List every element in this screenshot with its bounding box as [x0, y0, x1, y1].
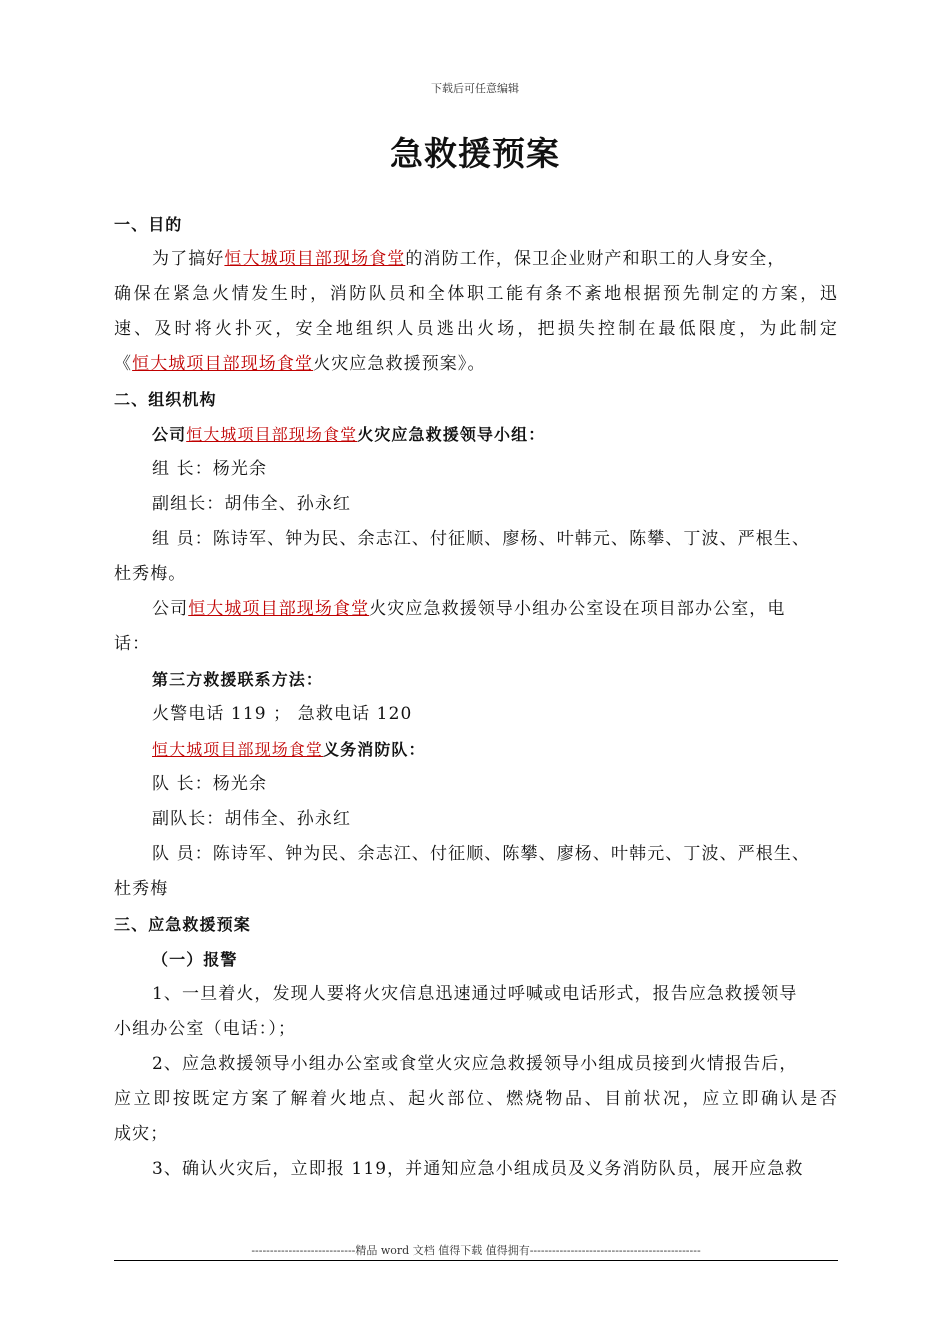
- third-party-contact-heading: 第三方救援联系方法：: [152, 670, 324, 689]
- text-span: 义务消防队：: [323, 740, 426, 759]
- section-heading-purpose: 一、目的: [114, 215, 183, 234]
- emergency-phones: 火警电话 119 ； 急救电话 120: [152, 704, 413, 724]
- page-footer: ----------------------------精品 word 文档 值得下载 值得拥有----------------------------------------------: [251, 1244, 701, 1257]
- alarm-item-1-continued: 小组办公室（电话：）；: [114, 1019, 297, 1039]
- project-name-link[interactable]: 恒大城项目部现场食堂: [224, 249, 406, 269]
- document-body: [114, 207, 838, 1187]
- text-span: 的消防工作，保卫企业财产和职工的人身安全，: [405, 249, 786, 269]
- alarm-item-1: 1、一旦着火，发现人要将火灾信息迅速通过呼喊或电话形式，报告应急救援领导: [152, 984, 798, 1004]
- text-span: 火灾应急救援预案》。: [313, 354, 486, 374]
- purpose-paragraph-line1: [114, 242, 838, 277]
- group-members-continued: 杜秀梅。: [114, 564, 187, 584]
- section-heading-emergency-plan: 三、应急救援预案: [114, 915, 251, 934]
- text-span: 火灾应急救援领导小组：: [357, 425, 546, 444]
- group-members: 组 员：陈诗军、钟为民、余志江、付征顺、廖杨、叶韩元、陈攀、丁波、严根生、: [152, 529, 811, 549]
- text-span: 为了搞好: [152, 249, 225, 269]
- purpose-paragraph-line3: 速、及时将火扑灭，安全地组织人员逃出火场，把损失控制在最低限度，为此制定: [114, 319, 838, 339]
- text-span: 公司: [152, 425, 187, 444]
- alarm-item-2-continued-1: 应立即按既定方案了解着火地点、起火部位、燃烧物品、目前状况，应立即确认是否: [114, 1089, 838, 1109]
- leadership-group-title: [114, 417, 838, 452]
- office-location: [114, 592, 838, 627]
- brigade-captain: 队 长：杨光余: [152, 774, 268, 794]
- alarm-item-2: 2、应急救援领导小组办公室或食堂火灾应急救援领导小组成员接到火情报告后，: [152, 1054, 798, 1074]
- purpose-paragraph-line2: 确保在紧急火情发生时，消防队员和全体职工能有条不紊地根据预先制定的方案，迅: [114, 284, 838, 304]
- alarm-item-3: 3、确认火灾后，立即报 119，并通知应急小组成员及义务消防队员，展开应急救: [152, 1159, 804, 1179]
- brigade-vice-captain: 副队长：胡伟全、孙永红: [152, 809, 352, 829]
- section-heading-organization: 二、组织机构: [114, 390, 217, 409]
- project-name-link[interactable]: 恒大城项目部现场食堂: [188, 599, 370, 619]
- subsection-alarm: （一）报警: [152, 950, 238, 969]
- group-vice-leader: 副组长：胡伟全、孙永红: [152, 494, 352, 514]
- project-name-link[interactable]: 恒大城项目部现场食堂: [152, 740, 324, 759]
- fire-brigade-title: [114, 732, 838, 767]
- project-name-link[interactable]: 恒大城项目部现场食堂: [132, 354, 314, 374]
- text-span: 公司: [152, 599, 189, 619]
- text-span: 《: [114, 354, 133, 374]
- page-header: 下载后可任意编辑: [431, 82, 519, 95]
- footer-divider: [114, 1260, 838, 1261]
- office-location-continued: 话：: [114, 634, 151, 654]
- text-span: 火灾应急救援领导小组办公室设在项目部办公室，电: [369, 599, 786, 619]
- brigade-members-continued: 杜秀梅: [114, 879, 169, 899]
- alarm-item-2-continued-2: 成灾；: [114, 1124, 169, 1144]
- document-title: 急救援预案: [390, 134, 560, 173]
- project-name-link[interactable]: 恒大城项目部现场食堂: [186, 425, 358, 444]
- brigade-members: 队 员：陈诗军、钟为民、余志江、付征顺、陈攀、廖杨、叶韩元、丁波、严根生、: [152, 844, 811, 864]
- group-leader: 组 长：杨光余: [152, 459, 268, 479]
- purpose-paragraph-line4: [114, 347, 838, 382]
